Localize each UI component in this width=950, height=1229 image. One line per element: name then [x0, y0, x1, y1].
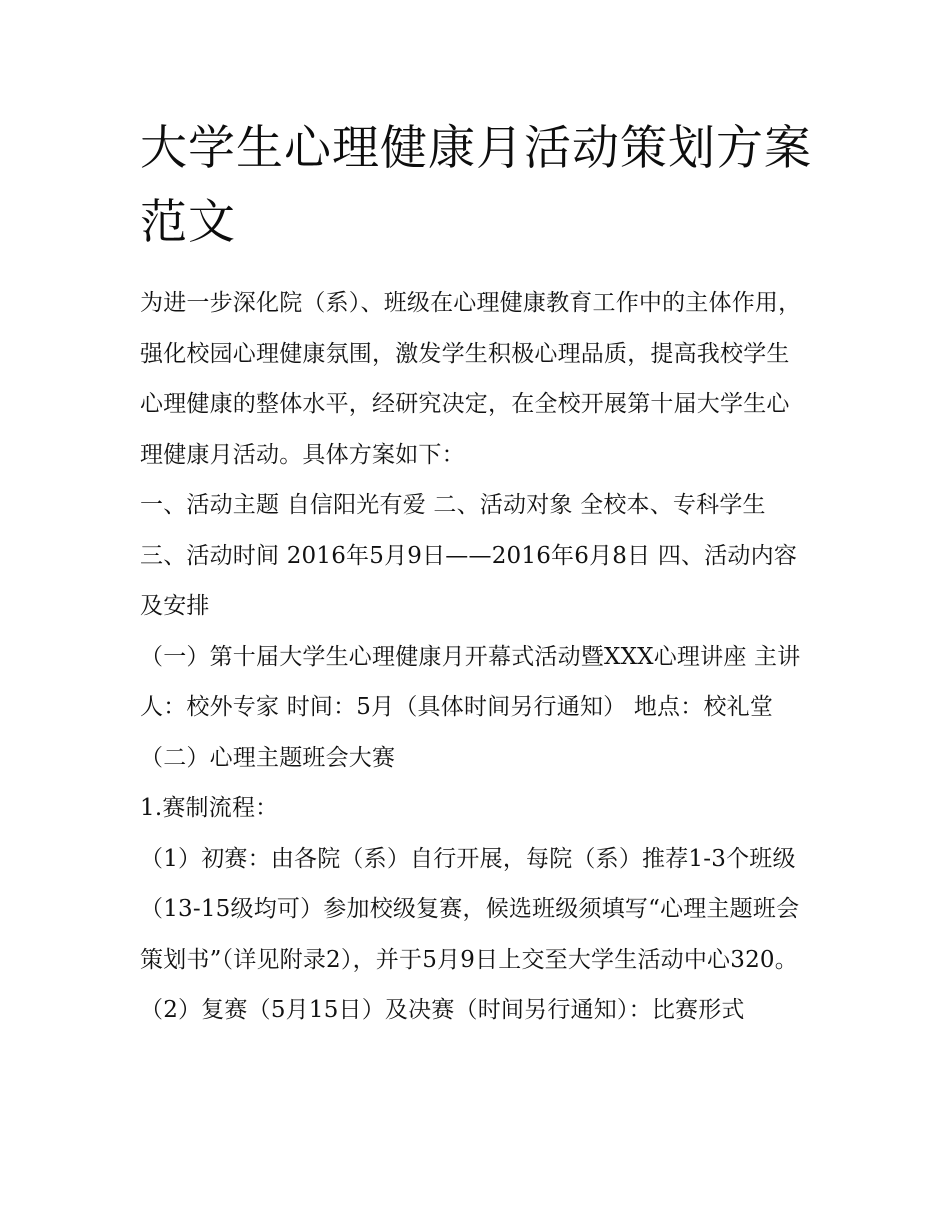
paragraph-opening-lecture: （一）第十届大学生心理健康月开幕式活动暨XXX心理讲座 主讲人：校外专家 时间：5月（具体时间另行通知） 地点：校礼堂 （二）心理主题班会大赛 — [140, 643, 801, 771]
paragraph-semifinal-final: （2）复赛（5月15日）及决赛（时间另行通知）：比赛形式 — [140, 997, 745, 1023]
document-title: 大学生心理健康月活动策划方案范文 — [140, 121, 812, 250]
document-body — [140, 278, 812, 1036]
paragraph-intro: 为进一步深化院（系）、班级在心理健康教育工作中的主体作用，强化校园心理健康氛围，激发学生积极心理品质，提高我校学生心理健康的整体水平，经研究决定，在全校开展第十届大学生心理健康月活动。具体方案如下： — [140, 290, 802, 468]
paragraph-preliminary-round: （1）初赛：由各院（系）自行开展，每院（系）推荐1-3个班级（13-15级均可）参加校级复赛，候选班级须填写“心理主题班会策划书”（详见附录2），并于5月9日上交至大学生活动中心320。 — [140, 845, 800, 973]
paragraph-competition-process: 1.赛制流程： — [140, 795, 279, 821]
paragraph-theme-target-time: 一、活动主题 自信阳光有爱 二、活动对象 全校本、专科学生 三、活动时间 2016年5月9日——2016年6月8日 四、活动内容及安排 — [140, 492, 798, 619]
